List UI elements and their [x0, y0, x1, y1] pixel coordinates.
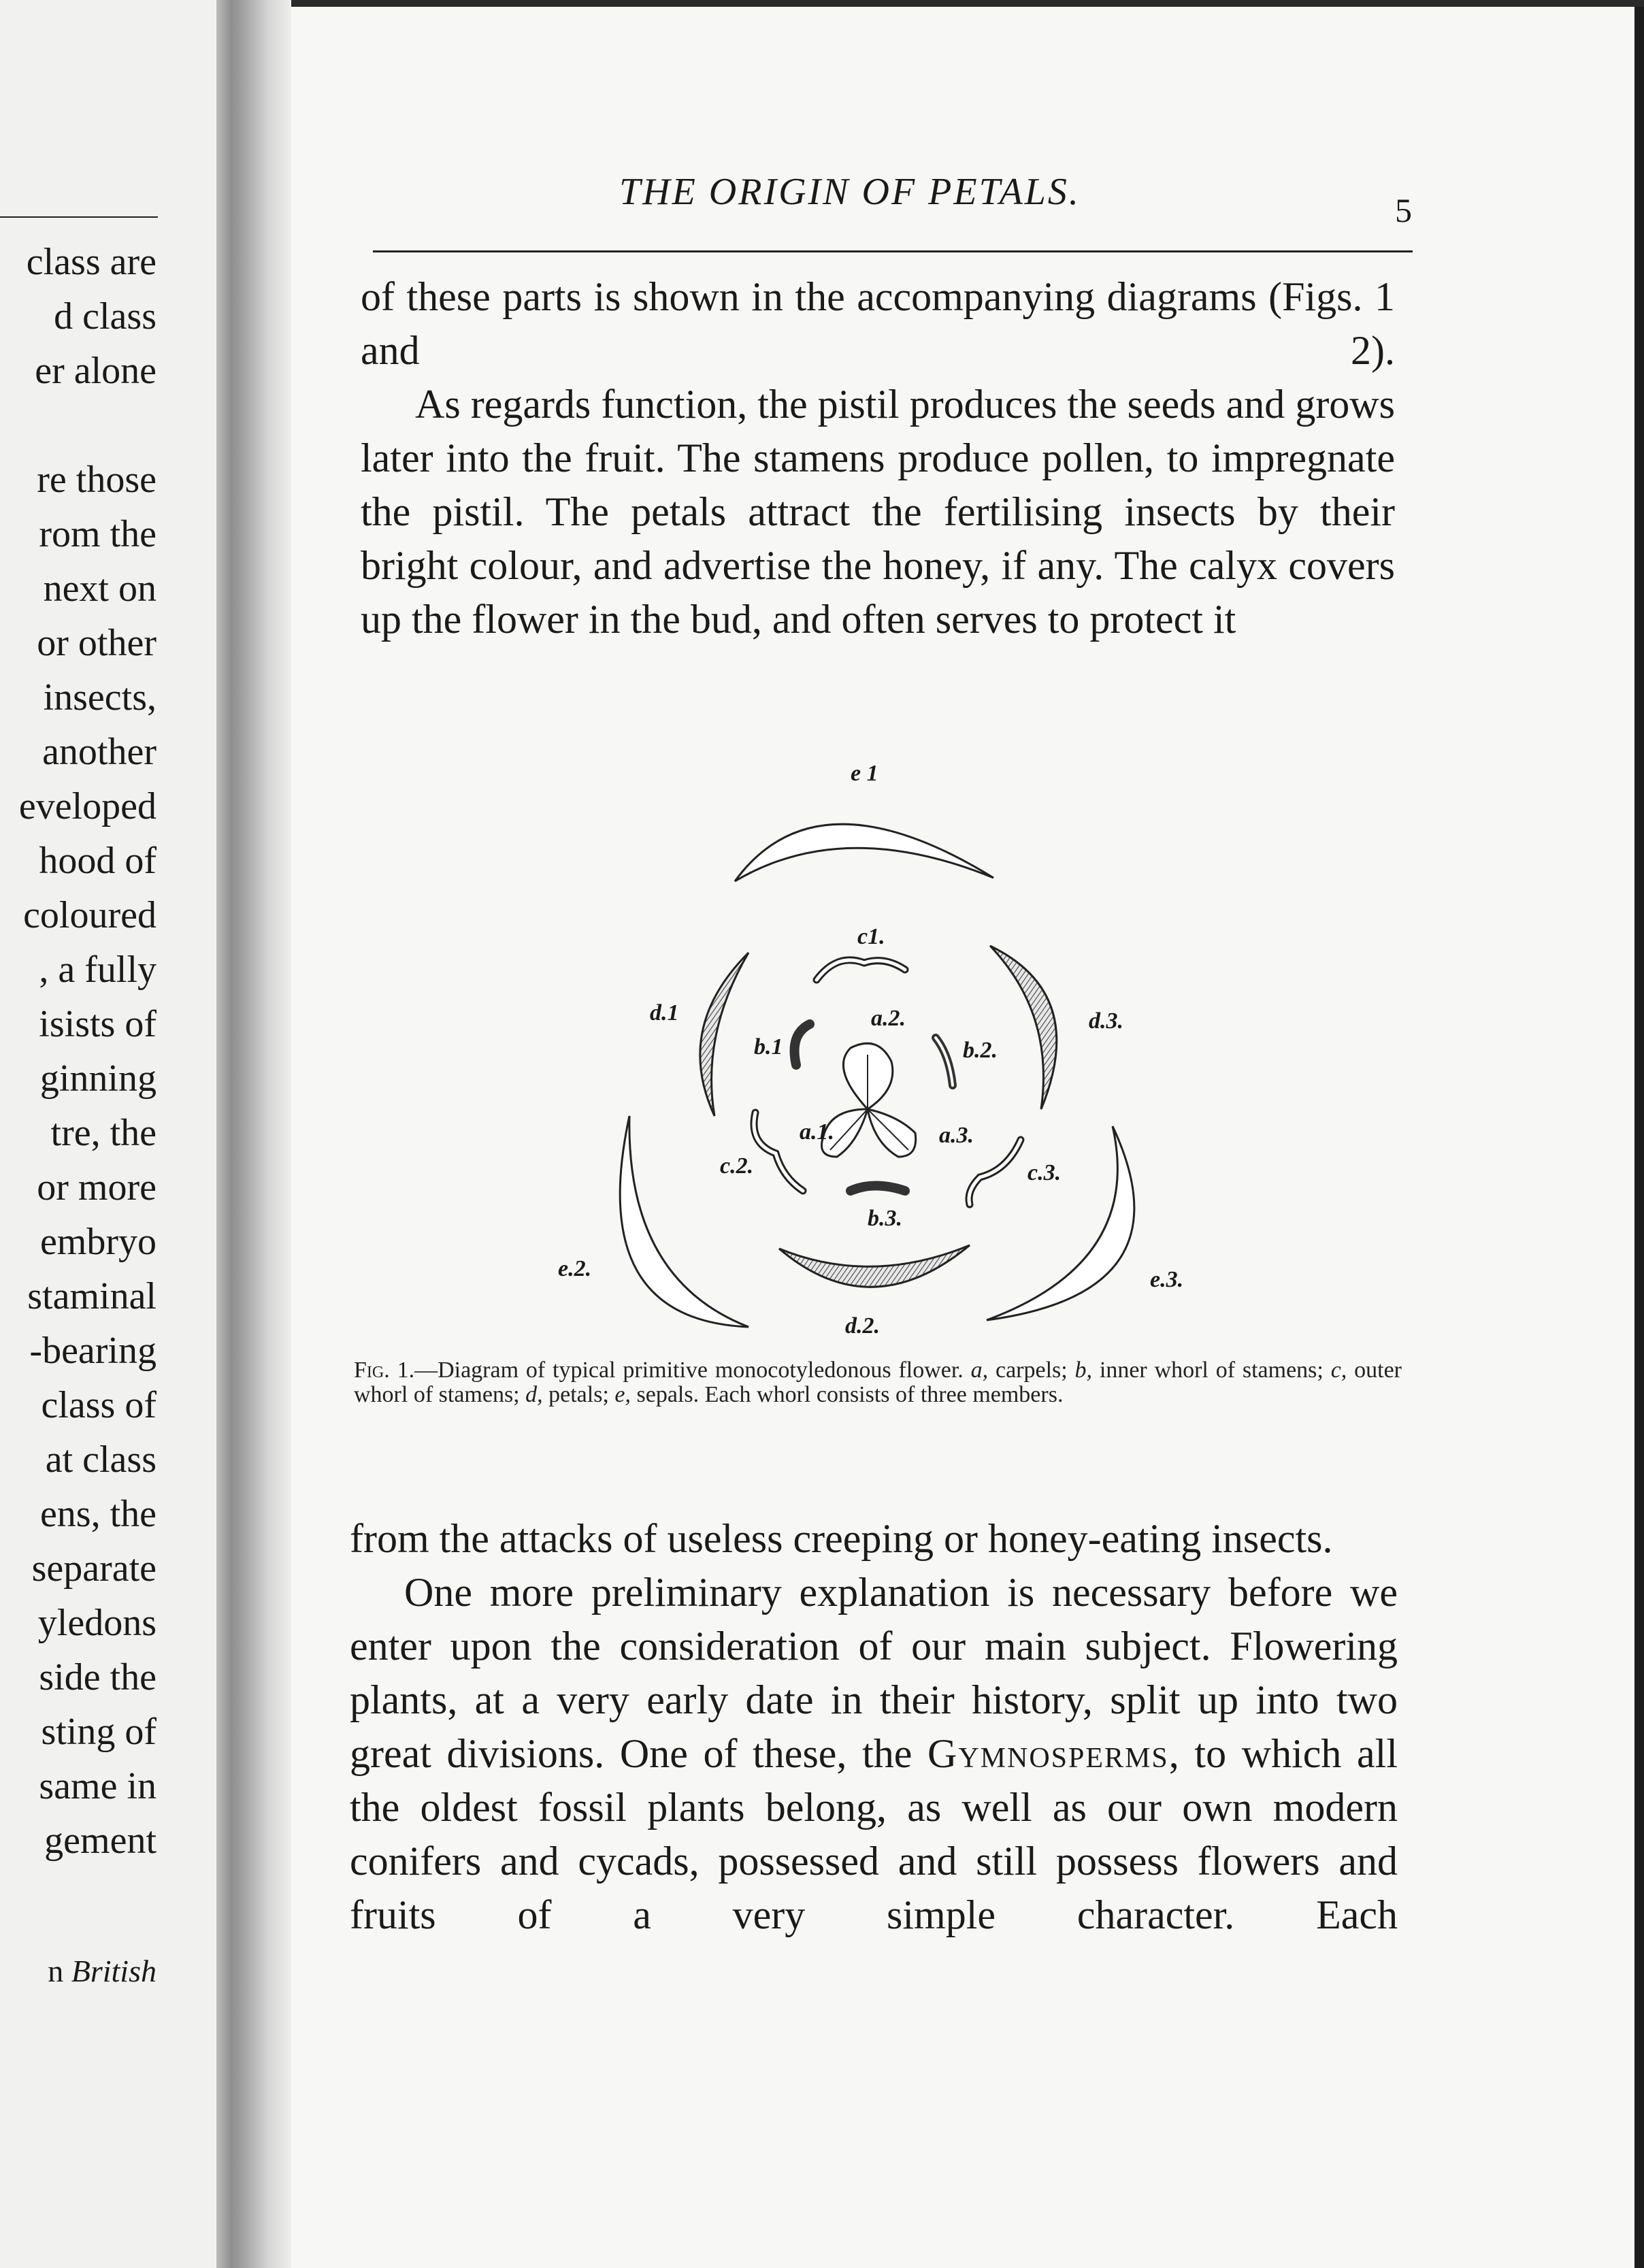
paragraph-gymnosperms: One more preliminary explanation is necessary before we enter upon the consideration of our main subject. Flowering plants, at a very early date in their history, split up into two great divisions. One of these, the Gymnosperms, to which all the oldest fossil plants belong, as well as our own modern conifers and cycads, possessed and still possess flowers and fruits of a very simple character. Each: [350, 1570, 1398, 1937]
top-edge-shadow: [291, 0, 1644, 7]
label-b2: b.2.: [963, 1038, 998, 1063]
flower-diagram: [558, 755, 1211, 1354]
left-page-line: class of: [41, 1384, 157, 1426]
left-page-line: gement: [44, 1820, 157, 1862]
left-page-line: at class: [45, 1439, 157, 1481]
left-page-line: or more: [37, 1166, 157, 1209]
left-page-line: rom the: [39, 513, 157, 555]
stamen-b2: [936, 1038, 953, 1085]
paragraph-function: As regards function, the pistil produces the seeds and grows later into the fruit. The stamens produce pollen, to impregnate the pistil. The petals attract the fertilising insects by their bright colour, and advertise the honey, if any. The calyx covers up the flower in the bud, and often serves to protect it: [361, 382, 1395, 642]
left-page-line: tre, the: [50, 1112, 157, 1154]
left-page-line: er alone: [35, 350, 157, 392]
label-d2: d.2.: [845, 1313, 880, 1338]
left-page-line: d class: [54, 295, 157, 338]
left-page-rule: [0, 216, 158, 218]
left-page-fragment: [0, 0, 216, 2268]
left-page-line: next on: [43, 568, 157, 610]
label-a3: a.3.: [939, 1123, 974, 1148]
body-text-top: [361, 270, 1395, 646]
running-title: THE ORIGIN OF PETALS.: [619, 171, 1081, 213]
label-b3: b.3.: [868, 1206, 902, 1231]
petal-d3: [990, 946, 1057, 1109]
left-page-line: same in: [39, 1765, 157, 1807]
label-d3: d.3.: [1089, 1008, 1123, 1034]
left-page-line: insects,: [43, 676, 157, 719]
label-d1: d.1: [650, 1000, 679, 1025]
stamen-c2: [754, 1113, 803, 1191]
label-c2: c.2.: [720, 1153, 754, 1179]
left-page-line: re those: [37, 459, 157, 501]
left-page-line: staminal: [27, 1275, 157, 1317]
left-page-line: separate: [31, 1547, 157, 1590]
sepal-e1: [735, 824, 993, 881]
left-page-line: coloured: [23, 894, 157, 936]
term-gymnosperms: Gymnosperms: [927, 1731, 1169, 1776]
label-e2: e.2.: [558, 1256, 592, 1281]
paragraph-continuation-2: from the attacks of useless creeping or honey-eating insects.: [350, 1516, 1333, 1561]
label-c1: c1.: [857, 924, 885, 949]
left-page-line: class are: [26, 241, 157, 283]
label-a2: a.2.: [871, 1006, 906, 1031]
left-page-line: hood of: [39, 840, 157, 882]
label-e1: e 1: [851, 761, 878, 786]
flower-diagram-svg: [558, 755, 1211, 1354]
label-c3: c.3.: [1028, 1160, 1062, 1185]
body-text-bottom: [350, 1512, 1398, 1942]
label-b1: b.1: [754, 1034, 783, 1059]
petal-d1: [700, 953, 749, 1116]
left-page-line: -bearing: [29, 1330, 157, 1372]
label-e3: e.3.: [1150, 1267, 1184, 1292]
sepal-e2: [620, 1116, 749, 1327]
paragraph-continuation: of these parts is shown in the accompanying diagrams (Figs. 1 and 2).: [361, 274, 1395, 373]
left-page-line: embryo: [39, 1221, 157, 1263]
book-gutter: [216, 0, 291, 2268]
left-page-line: or other: [37, 622, 157, 664]
left-page-line: yledons: [37, 1602, 157, 1644]
stamen-b1: [795, 1024, 810, 1065]
label-a1: a.1.: [800, 1119, 834, 1145]
left-page-line: , a fully: [39, 949, 157, 991]
left-page-footnote: n British: [48, 1954, 157, 1988]
left-page-line: eveloped: [18, 785, 157, 827]
stamen-b3: [851, 1186, 905, 1191]
page-edge-shadow: [1634, 0, 1644, 2268]
left-page-line: side the: [39, 1656, 157, 1698]
left-page-line: ginning: [39, 1057, 157, 1100]
header-rule: [373, 250, 1413, 252]
left-page-line: isists of: [39, 1003, 157, 1045]
figure-caption: Fig. 1.—Diagram of typical primitive monocotyledonous flower. a, carpels; b, inner whorl of stamens; c, outer whorl of stamens; d, petals; e, sepals. Each whorl consists of three members.: [354, 1358, 1402, 1407]
left-page-line: ens, the: [39, 1493, 157, 1535]
left-page-line: another: [42, 731, 157, 773]
page-number: 5: [1395, 191, 1412, 229]
left-page-line: sting of: [41, 1711, 157, 1753]
petal-d2: [779, 1245, 970, 1287]
